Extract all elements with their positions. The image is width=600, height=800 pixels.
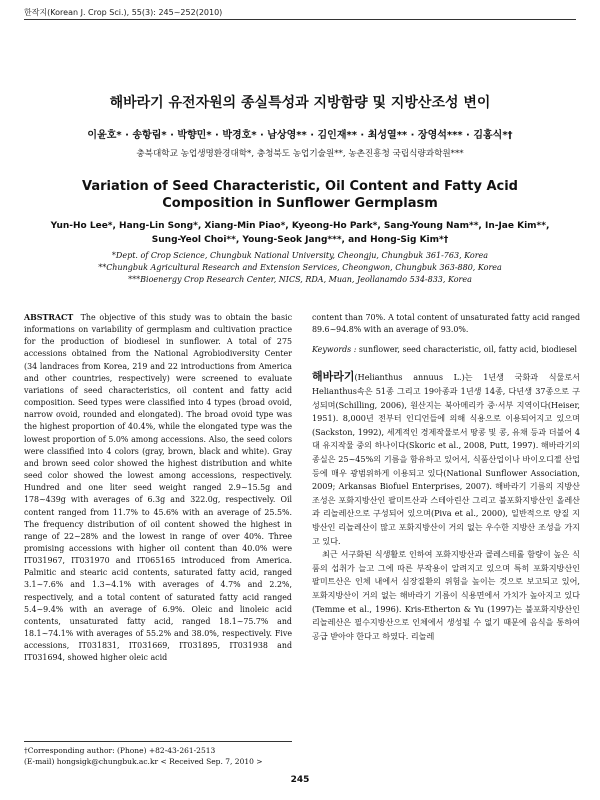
english-affiliations (40, 250, 560, 286)
abstract-continuation: content than 70%. A total content of unsaturated fatty acid ranged 89.6~94.8% with an average of 93.0%. (312, 313, 580, 335)
abstract-paragraph (24, 312, 292, 665)
intro-paragraph-2: 최근 서구화된 식생활로 인하여 포화지방산과 콜레스테롤 함량이 높은 식품의 섭취가 늘고 그에 따른 부작용이 알려지고 있으며 특히 포화지방산인 팔미트산은 인체 내에서 심장질환의 위험을 높이는 것으로 보고되고 있어, 포화지방산이 거의 없는 해바라기 기름이 식용면에서 가치가 높아지고 있다(Temme et al., 1996). Kris-Etherton & Yu (1997)는 불포화지방산인 리놀레산은 필수지방산으로 인체에서 생성될 수 없기 때문에 음식을 통하여 공급 받아야 한다고 하였다. 리놀레 (312, 549, 580, 641)
keywords (312, 344, 580, 356)
page-number: 245 (290, 775, 310, 785)
korean-authors: 이윤호* · 송항림* · 박향민* · 박경호* · 남상영** · 김인재** · 최성열** · 장영석*** · 김홍식*† (87, 130, 513, 141)
abstract-column (24, 312, 292, 665)
korean-affiliations: 충북대학교 농업생명환경대학*, 충청북도 농업기술원**, 농촌진흥청 국립식량과학원*** (136, 149, 464, 159)
journal-citation: 한작지(Korean J. Crop Sci.), 55(3): 245~252(2010) (24, 8, 223, 17)
intro-paragraph (312, 370, 580, 548)
keywords-text: sunflower, seed characteristic, oil, fatty acid, biodiesel (358, 345, 578, 355)
intro-text: (Helianthus annuus L.)는 1년생 국화과 식물로서 Helianthus속은 51종 그리고 19아종과 1년생 14종, 다년생 37종으로 구성되며(Schilling, 2006), 원산지는 북아메리카 중·서부 지역이다(Heiser, 1951). 8,000년 전부터 인디언들에 의해 식용으로 이용되어지고 있으며(Sackston, 1992), 세계적인 경제작물로서 땅콩 및 콩, 유채 등과 더불어 4대 유지작물 중의 하나이다(Skoric et al., 2008, Putt, 1997). 해바라기의 종실은 25~45%의 기름을 함유하고 있어서, 식품산업이나 바이오디젤 산업 등에 매우 광범위하게 이용되고 있다(National Sunflower Association, 2009; Arkansas Biofuel Enterprises, 2007). 해바라기 기름의 지방산 조성은 포화지방산인 팔미트산과 스테아린산 그리고 불포화지방산인 올레산과 리놀레산으로 구성되어 있으며(Piva et al., 2000), 일반적으로 양질 지방산인 리놀레산이 많고 포화지방산이 거의 없는 우수한 지방산 조성을 가지고 있다. (312, 372, 580, 546)
right-column (312, 312, 580, 643)
abstract-label: ABSTRACT (24, 313, 74, 322)
abstract-text: The objective of this study was to obtain the basic informations on variability of germplasm and cultivation practice for the production of biodiesel in sunflower. A total of 275 accessions obtained from the National Agrobiodiversity Center (34 landraces from Korea, 219 and 22 introductions from America and other countries, respectively) were screened to evaluate variations of seed characteristics, oil content and fatty acid composition. Seed types were classified into 4 types (broad ovoid, narrow ovoid, rounded and elongated). The broad ovoid type was the highest proportion of 40.4%, while the elongated type was the lowest proportion of 5.0% among accessions. Also, the seed colors were classified into 4 colors (gray, brown, black and white). Gray and brown seed color showed the highest distribution and white seed color showed the lowest among accessions, respectively. Hundred and one liter seed weight ranged 2.9~15.5g and 178~439g with averages of 6.3g and 322.0g, respectively. Oil content ranged from 11.7% to 45.6% with an average of 25.5%. The frequency distribution of oil content showed the highest in range of 22~28% and the lowest in range of over 40%. Three promising accessions with higher oil content than 40.0% were IT031967, IT031970 and IT065165 introduced from America. Palmitic and stearic acid contents, saturated fatty acid, ranged 3.1~7.6% and 1.3~4.1% with averages of 4.7% and 2.2%, respectively, and a total content of saturated fatty acid ranged 5.4~9.4% with an average of 6.9%. Oleic and linoleic acid contents, unsaturated fatty acid, ranged 18.1~75.7% and 18.1~74.1% with averages of 55.2% and 38.0%, respectively. Five accessions, IT031831, IT031669, IT031895, IT031938 and IT031694, showed higher oleic acid (24, 313, 292, 663)
footnote-rule (24, 741, 292, 742)
corresponding-author: †Corresponding author: (Phone) +82-43-261-2513 (24, 746, 216, 755)
english-authors: Yun-Ho Lee*, Hang-Lin Song*, Xiang-Min Piao*, Kyeong-Ho Park*, Sang-Young Nam**, In-Jae Kim**, Sung-Yeol Choi**, Young-Seok Jang***, and Hong-Sig Kim*† (50, 221, 550, 245)
affiliation-line: ***Bioenergy Crop Research Center, NICS, RDA, Muan, Jeollanamdo 534-833, Korea (128, 275, 472, 284)
keywords-label: Keywords : (312, 345, 357, 355)
header-rule (24, 19, 576, 20)
affiliation-line: **Chungbuk Agricultural Research and Extension Services, Cheongwon, Chungbuk 363-880, Korea (98, 263, 502, 272)
affiliation-line: *Dept. of Crop Science, Chungbuk National University, Cheongju, Chungbuk 361-763, Korea (111, 251, 489, 260)
english-title: Variation of Seed Characteristic, Oil Content and Fatty Acid Composition in Sunflower Germplasm (82, 179, 518, 211)
intro-lead-word: 해바라기 (312, 370, 355, 384)
footnote (24, 745, 304, 767)
korean-title: 해바라기 유전자원의 종실특성과 지방함량 및 지방산조성 변이 (109, 95, 491, 111)
email-received: (E-mail) hongsigk@chungbuk.ac.kr < Received Sep. 7, 2010 > (24, 757, 263, 766)
